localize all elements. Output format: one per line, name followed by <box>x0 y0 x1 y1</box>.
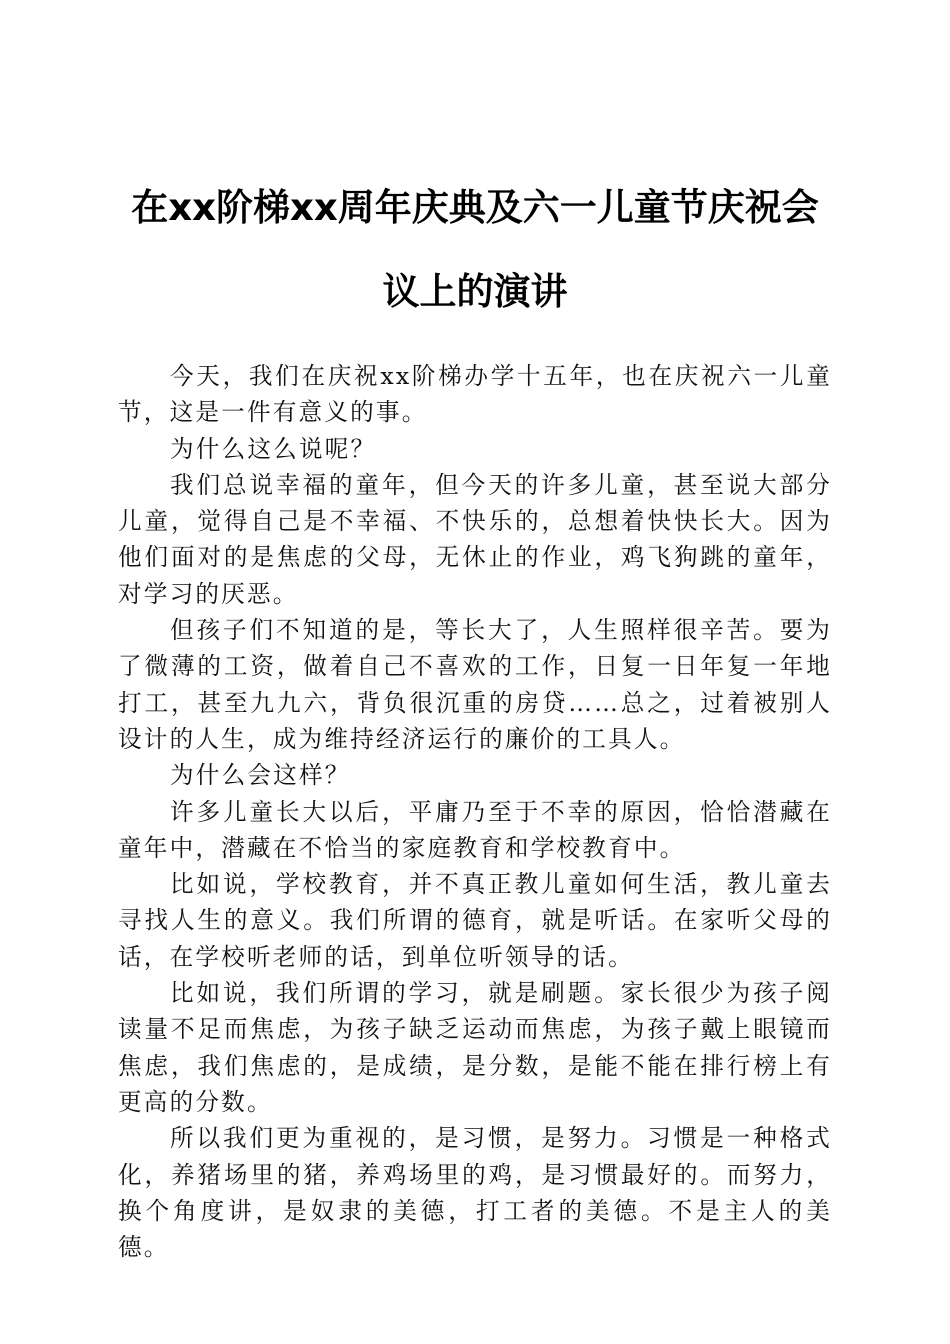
paragraph: 比如说，我们所谓的学习，就是刷题。家长很少为孩子阅读量不足而焦虑，为孩子缺乏运动而焦虑，为孩子戴上眼镜而焦虑，我们焦虑的，是成绩，是分数，是能不能在排行榜上有更高的分数。 <box>118 979 832 1116</box>
document-body <box>118 358 832 1265</box>
paragraph: 比如说，学校教育，并不真正教儿童如何生活，教儿童去寻找人生的意义。我们所谓的德育，就是听话。在家听父母的话，在学校听老师的话，到单位听领导的话。 <box>118 870 832 971</box>
title-line-1: 在xx阶梯xx周年庆典及六一儿童节庆祝会 <box>131 186 819 229</box>
paragraph: 所以我们更为重视的，是习惯，是努力。习惯是一种格式化，养猪场里的猪，养鸡场里的鸡，是习惯最好的。而努力，换个角度讲，是奴隶的美德，打工者的美德。不是主人的美德。 <box>118 1124 832 1262</box>
paragraph: 许多儿童长大以后，平庸乃至于不幸的原因，恰恰潜藏在童年中，潜藏在不恰当的家庭教育和学校教育中。 <box>118 797 832 862</box>
paragraph: 今天，我们在庆祝xx阶梯办学十五年，也在庆祝六一儿童节，这是一件有意义的事。 <box>118 362 832 427</box>
paragraph: 为什么会这样？ <box>170 761 351 790</box>
paragraph: 但孩子们不知道的是，等长大了，人生照样很辛苦。要为了微薄的工资，做着自己不喜欢的工作，日复一日年复一年地打工，甚至九九六，背负很沉重的房贷……总之，过着被别人设计的人生，成为维持经济运行的廉价的工具人。 <box>118 616 832 753</box>
paragraph: 我们总说幸福的童年，但今天的许多儿童，甚至说大部分儿童，觉得自己是不幸福、不快乐的，总想着快快长大。因为他们面对的是焦虑的父母，无休止的作业，鸡飞狗跳的童年，对学习的厌恶。 <box>118 470 832 608</box>
document-title <box>118 166 832 334</box>
paragraph: 为什么这么说呢？ <box>170 434 377 463</box>
title-line-2: 议上的演讲 <box>382 270 568 313</box>
